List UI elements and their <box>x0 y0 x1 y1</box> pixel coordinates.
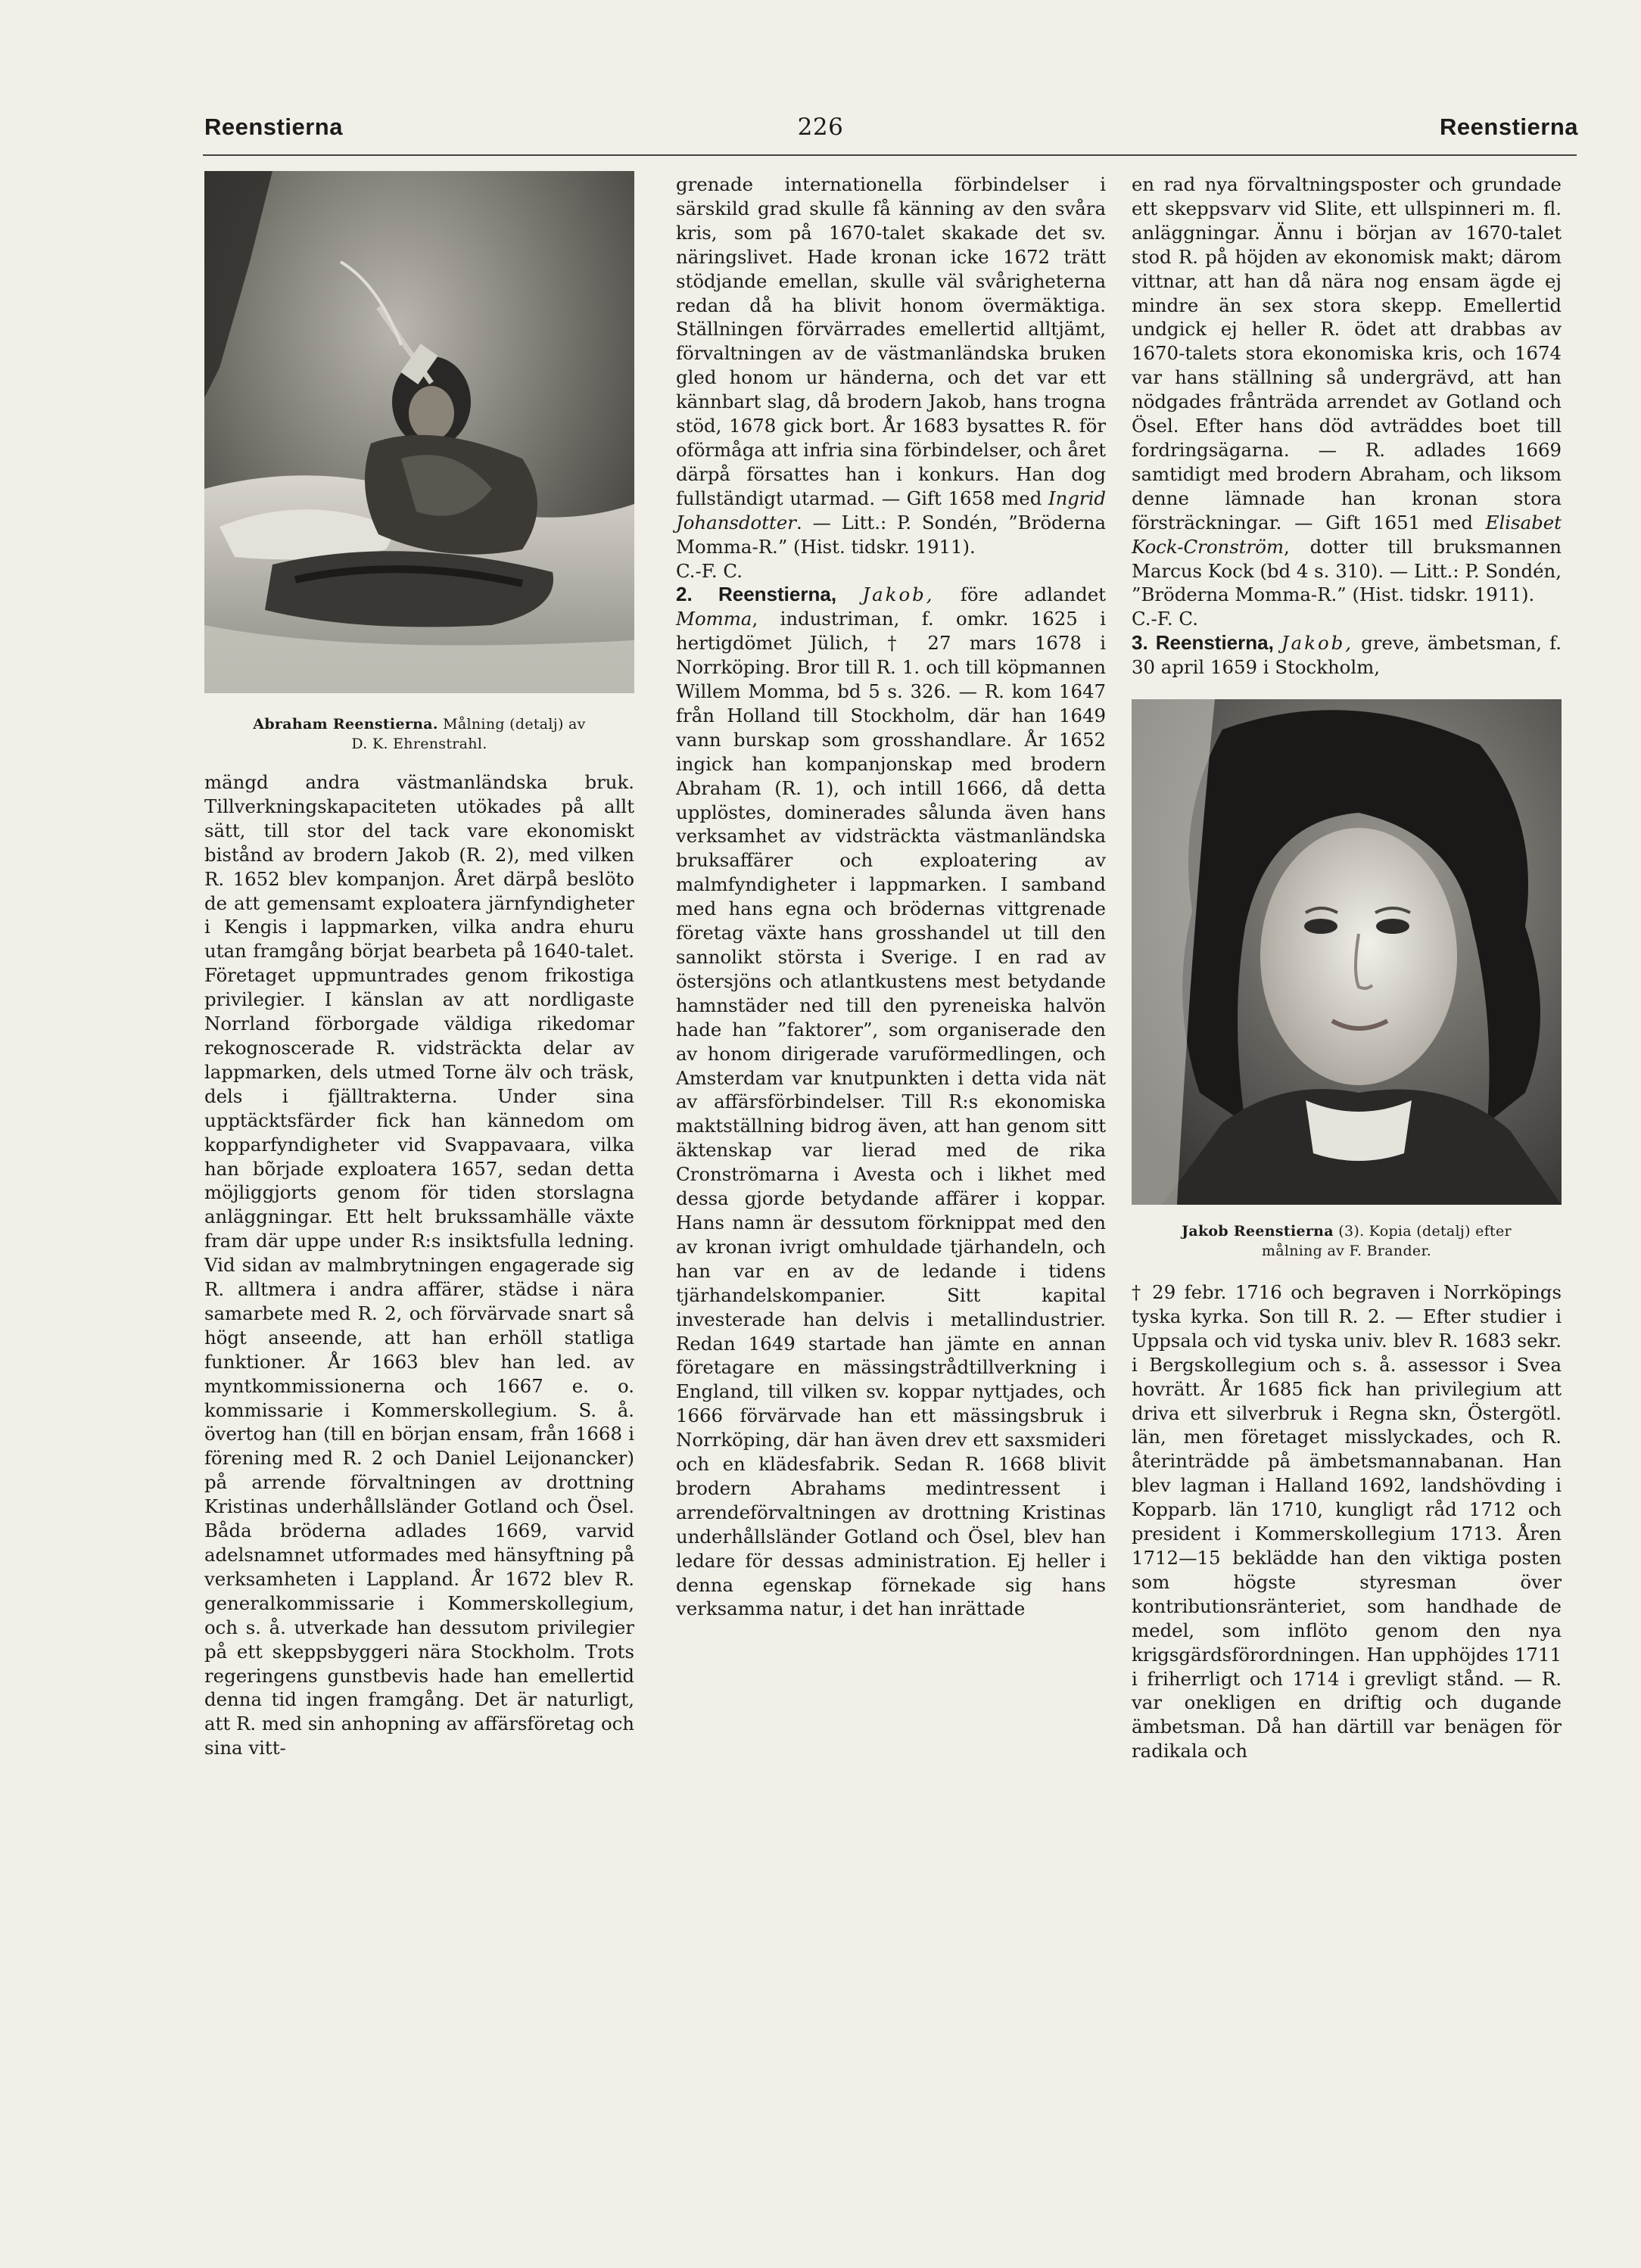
article-text-part: . — Litt.: P. Sondén, ”Bröderna Momma-R.” (Hist. tidskr. 1911). <box>676 511 1106 558</box>
column-3 <box>1132 173 1562 1763</box>
figure-jakob <box>1132 699 1562 1261</box>
article-text-continued <box>1132 173 1562 607</box>
running-header-right: Reenstierna <box>1440 114 1578 140</box>
article-text-part: före adlandet <box>934 583 1106 606</box>
figure-caption-jakob <box>1132 1221 1562 1261</box>
column-1 <box>204 171 634 1760</box>
article-text-part: , industriman, f. omkr. 1625 i hertigdömet Jülich, † 27 mars 1678 i Norrköping. Bror till R. 1. och till köpmannen Willem Momma, bd 5 s. 326. — R. kom 1647 från Holland till Stockholm, där han 1649 vann burskap som grosshandlare. År 1652 ingick han kompanjonskap med brodern Abraham (R. 1), och intill 1666, då detta upplöstes, dominerades sålunda även hans verksamhet av vidsträckta västmanländska bruksaffärer och exploatering av malmfyndigheter i lappmarken. I samband med hans egna och brödernas vittgrenade företag växte hans grosshandel ut till den sannolikt största i Sverige. I en rad av östersjöns och atlantkustens mest betydande hamnstäder ned till den pyreneiska halvön hade han ”faktorer”, som organiserade den av honom dirigerade varuförmedlingen, och Amsterdam var knutpunkten i detta vida nät av affärsförbindelser. Till R:s ekonomiska maktställning bidrog även, att han genom sitt äktenskap var lierad med de rika Cronströmarna i Avesta och i likhet med dessa gjorde betydande affärer i koppar. Hans namn är dessutom förknippat med den av kronan ivrigt omhuldade tjärhandeln, och han var en av de ledande i tidens tjärhandelskompanier. Sitt kapital investerade han delvis i metallindustrier. Redan 1649 startade han jämte en annan företagare en mässingstrådtillverkning i England, till vilken sv. koppar nyttjades, och 1666 förvärvade han ett mässingsbruk i Norrköping, där han även drev ett saxsmideri och en klädesfabrik. Sedan R. 1668 blivit brodern Abrahams medintressent i arrendeförvaltningen av drottning Kristinas underhållsländer Gotland och Ösel, blev han ledare för dessas administration. Ej heller i denna egenskap förnekade sig hans verksamma natur, i det han inrättade <box>676 608 1106 1620</box>
spouse-name: Elisabet Kock-Cronström <box>1132 511 1562 558</box>
caption-text: (3). Kopia (detalj) efter <box>1338 1223 1512 1240</box>
portrait-jakob-painting <box>1132 699 1562 1205</box>
entry-number: 2. <box>676 583 693 606</box>
header-rule <box>203 154 1577 156</box>
column-2 <box>676 173 1106 1621</box>
article-text-part: greve, ämbetsman, f. 30 april 1659 i Stockholm, <box>1132 632 1562 679</box>
article-text-part: en rad nya förvaltningsposter och grundade ett skeppsvarv vid Slite, ett ullspinneri m. fl. anläggningar. Ännu i början av 1670-talet stod R. på höjden av ekonomisk makt; därom vittnar, att han då nära nog ensam ägde ej mindre än sex stora skepp. Emellertid undgick ej heller R. ödet att drabbas av 1670-talets stora ekonomiska kris, och 1674 var hans ställning så undergrävd, att han nödgades frånträda arrendet av Gotland och Ösel. Efter hans död avträddes boet till fordringsägarna. — R. adlades 1669 samtidigt med brodern Abraham, och liksom denne lämnade han kronan stora försträckningar. — Gift 1651 med <box>1132 173 1562 534</box>
caption-subject-name: Abraham Reenstierna. <box>253 716 438 733</box>
author-signature: C.-F. C. <box>676 559 743 582</box>
article-text: † 29 febr. 1716 och begraven i Norrköpings tyska kyrka. Son till R. 2. — Efter studier i Uppsala och vid tyska univ. blev R. 1683 sekr. i Bergskollegium och s. å. assessor i Svea hovrätt. År 1685 fick han privilegium att driva ett silverbruk i Regna skn, Östergötl. län, men företaget misslyckades, och R. återinträdde på ämbetsmannabanan. Han blev lagman i Halland 1692, landshövding i Kopparb. län 1710, kungligt råd 1712 och president i Kommerskollegium 1713. Åren 1712—15 beklädde han den viktiga posten som högste styresman över kontributionsränteriet, som handhade de medel, som inflöto genom den nya krigsgärdsförordningen. Han upphöjdes 1711 i friherrligt och 1714 i grevligt stånd. — R. var onekligen en driftig och dugande ämbetsman. Då han därtill var benägen för radikala och <box>1132 1281 1562 1762</box>
portrait-abraham-painting <box>204 171 634 693</box>
figure-caption-abraham <box>204 714 634 754</box>
portrait-image <box>1132 699 1562 1205</box>
entry-given-name: Jakob, <box>862 583 935 606</box>
painting-image <box>204 171 634 693</box>
article-entry-2 <box>676 583 1106 1621</box>
running-header-left: Reenstierna <box>204 114 343 140</box>
author-signature: C.-F. C. <box>1132 608 1198 630</box>
caption-text-line2: D. K. Ehrenstrahl. <box>351 736 487 752</box>
entry-headword: Reenstierna, <box>1155 631 1274 655</box>
entry-given-name: Jakob, <box>1281 632 1354 655</box>
article-text-continued <box>676 173 1106 559</box>
article-text: mängd andra västmanländska bruk. Tillverkningskapaciteten utökades på allt sätt, till stor del tack vare ekonomiskt bistånd av brodern Jakob (R. 2), med vilken R. 1652 blev kompanjon. Året därpå beslöto de att gemensamt exploatera järnfyndigheter i Kengis i lappmarken, vilka andra ehuru utan framgång börjat bearbeta på 1640-talet. Företaget uppmuntrades genom frikostiga privilegier. I känslan av att nordligaste Norrland förborgade väldiga rikedomar rekognoscerade R. vidsträckta delar av lappmarken, dels utmed Torne älv och träsk, dels i fjälltrakterna. Under sina upptäcktsfärder fick han kännedom om kopparfyndigheter vid Svappavaara, vilka han bõrjade exploatera 1657, sedan detta möjliggjorts genom för tiden storslagna anläggningar. Ett helt brukssamhälle växte fram där uppe under R:s insiktsfulla ledning. Vid sidan av malmbrytningen engagerade sig R. alltmera i andra affärer, städse i nära samarbete med R. 2, och förvärvade snart så högt anseende, att han erhöll statliga funktioner. År 1663 blev han led. av myntkommissionerna och 1667 e. o. kommissarie i Kommerskollegium. S. å. övertog han (till en början ensam, från 1668 i förening med R. 2 och Daniel Leijonancker) på arrende förvaltningen av drottning Kristinas underhållsländer Gotland och Ösel. Båda bröderna adlades 1669, varvid adelsnamnet utformades med hänsyftning på verksamheten i Lappland. År 1672 blev R. generalkommissarie i Kommerskollegium, och s. å. utverkade han dessutom privilegier på ett skeppsbyggeri nära Stockholm. Trots regeringens gunstbevis hade han emellertid denna tid ingen framgång. Det är naturligt, att R. med sin anhopning av affärsföretag och sina vitt- <box>204 771 634 1759</box>
birth-name: Momma <box>676 608 752 630</box>
article-text-part: grenade internationella förbindelser i särskild grad skulle få känning av den svåra kris, som på 1670-talet skakade det sv. näringslivet. Hade kronan icke 1672 trätt stödjande emellan, skulle väl svårigheterna redan då ha blivit honom övermäktiga. Ställningen förvärrades emellertid alltjämt, förvaltningen av de västmanländska bruken gled honom ur händerna, och det var ett kännbart slag, då brodern Jakob, hans trogna stöd, 1678 gick bort. År 1683 bysattes R. för oförmåga att infria sina förbindelser, och året därpå försattes han i konkurs. Han dog fullständigt utarmad. — Gift 1658 med <box>676 173 1106 509</box>
page-number: 226 <box>797 114 844 141</box>
spouse-name: Ingrid Johansdotter <box>676 487 1106 534</box>
caption-text-line2: målning av F. Brander. <box>1261 1243 1432 1260</box>
article-entry-3 <box>1132 631 1562 680</box>
entry-headword: Reenstierna, <box>718 583 837 606</box>
caption-subject-name: Jakob Reenstierna <box>1182 1223 1334 1240</box>
caption-text: Målning (detalj) av <box>443 716 586 733</box>
article-text-part: , dotter till bruksmannen Marcus Kock (bd 4 s. 310). — Litt.: P. Sondén, ”Bröderna Momma-R.” (Hist. tidskr. 1911). <box>1132 535 1562 606</box>
figure-abraham <box>204 171 634 754</box>
entry-number: 3. <box>1132 631 1148 655</box>
